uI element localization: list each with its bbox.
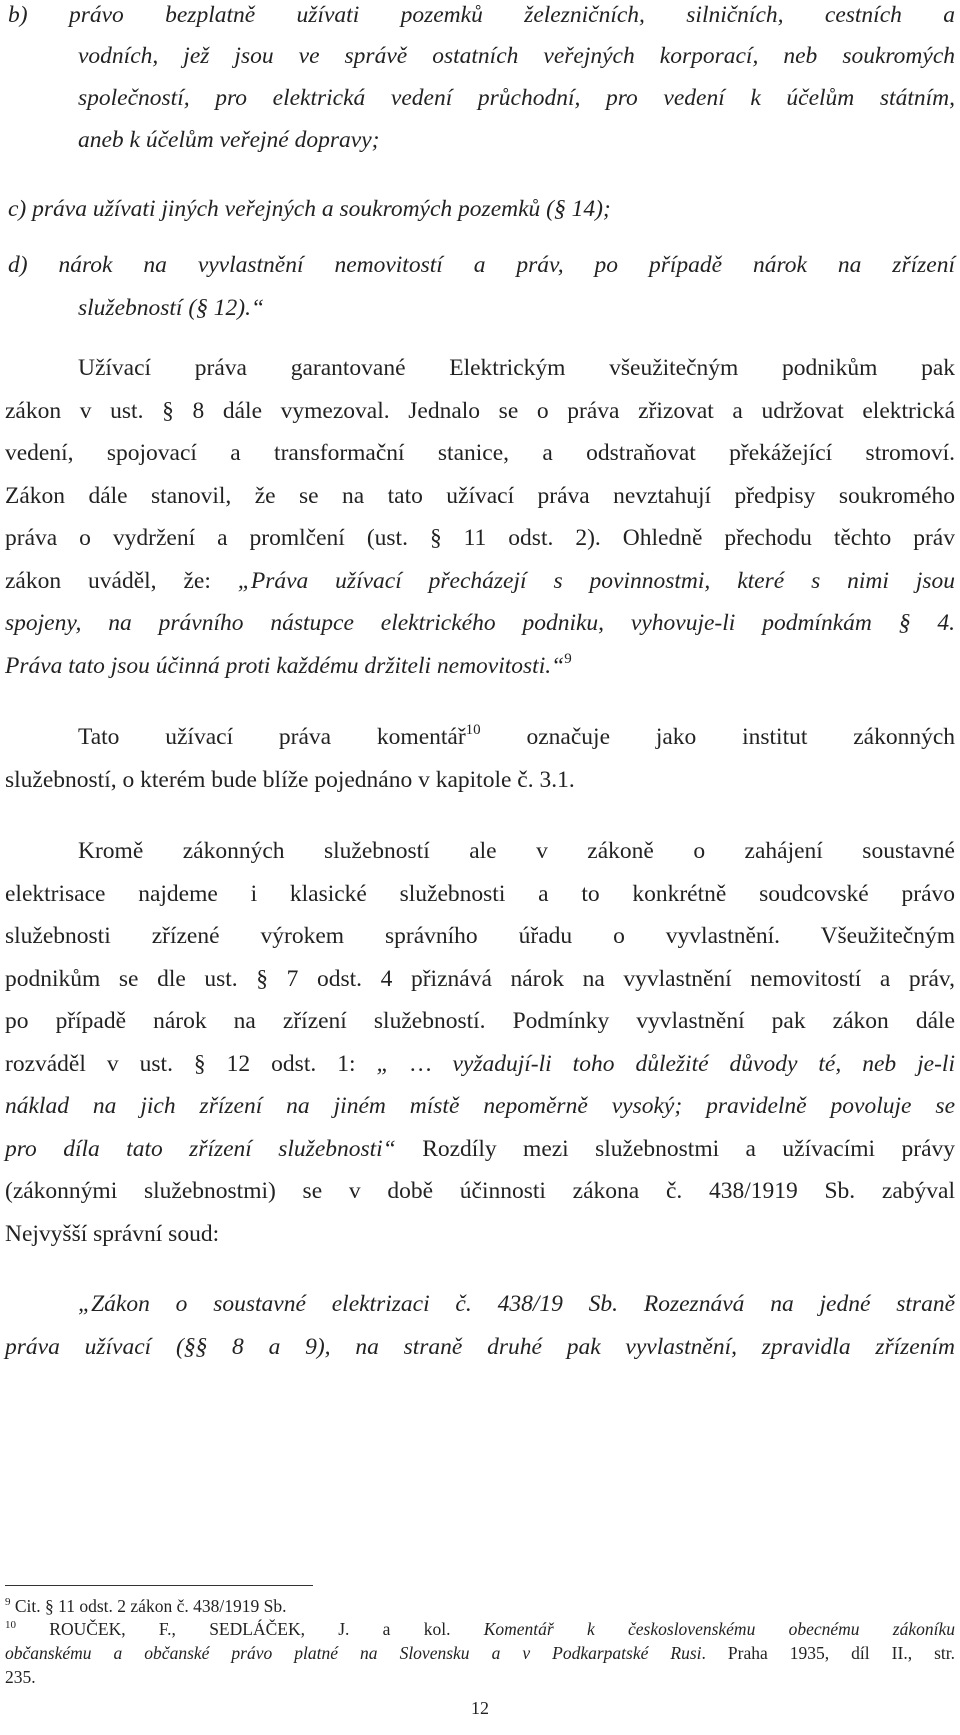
paragraph-1-quote-end: Práva tato jsou účinná proti každému držiteli nemovitosti.“: [5, 653, 565, 679]
paragraph-3-line-5: po případě nárok na zřízení služebností. Podmínky vyvlastnění pak zákon dále: [5, 1008, 955, 1034]
quote-line-2: práva užívací (§§ 8 a 9), na straně druhé pak vyvlastnění, zpravidla zřízením: [5, 1334, 955, 1360]
paragraph-1-line-5: práva o vydržení a promlčení (ust. § 11 odst. 2). Ohledně přechodu těchto práv: [5, 525, 955, 551]
paragraph-1-quote-start: „Práva užívací přecházejí s povinnostmi, které s nimi jsou: [237, 568, 955, 594]
page-number: 12: [471, 1698, 489, 1718]
paragraph-1-line-3: vedení, spojovací a transformační stanice, a odstraňovat překážející stromoví.: [5, 440, 955, 466]
paragraph-3-line-2: elektrisace najdeme i klasické služebnosti a to konkrétně soudcovské právo: [5, 881, 955, 907]
list-item-b-line-2: vodních, jež jsou ve správě ostatních veřejných korporací, neb soukromých: [78, 43, 955, 69]
paragraph-2-text-b: označuje jako institut zákonných: [526, 724, 955, 750]
list-item-b-line-3: společností, pro elektrická vedení průchodní, pro vedení k účelům státním,: [78, 85, 955, 111]
list-item-d-line-2: služebností (§ 12).“: [78, 295, 265, 321]
list-item-d-line-1: d) nárok na vyvlastnění nemovitostí a práv, po případě nárok na zřízení: [8, 252, 955, 278]
paragraph-1-line-6: [5, 566, 955, 596]
paragraph-2-text-a: Tato užívací práva komentář: [78, 724, 466, 750]
footnote-10-author: ROUČEK, F., SEDLÁČEK, J. a kol.: [16, 1619, 484, 1639]
footnote-10-line-3: 235.: [5, 1667, 36, 1687]
paragraph-3-quote-end: pro díla tato zřízení služebnosti“: [5, 1136, 396, 1162]
footnote-10-number: 10: [5, 1619, 16, 1631]
paragraph-3-line-9: (zákonnými služebnostmi) se v době účinnosti zákona č. 438/1919 Sb. zabýval: [5, 1178, 955, 1204]
paragraph-3-quote-start: „ … vyžadují-li toho důležité důvody té, neb je-li: [376, 1051, 955, 1077]
footnote-10-title-a: Komentář k československému obecnému zákoníku: [483, 1619, 955, 1639]
list-item-b-line-1: b) právo bezplatně užívati pozemků železničních, silničních, cestních a: [8, 2, 955, 28]
footnote-9-number: 9: [5, 1596, 11, 1608]
footnote-separator: [5, 1585, 313, 1586]
quote-line-1: „Zákon o soustavné elektrizaci č. 438/19 Sb. Rozeznává na jedné straně: [78, 1291, 955, 1317]
paragraph-1-line-4: Zákon dále stanovil, že se na tato užívací práva nevztahují předpisy soukromého: [5, 483, 955, 509]
paragraph-1-line-2: zákon v ust. § 8 dále vymezoval. Jednalo se o práva zřizovat a udržovat elektrická: [5, 398, 955, 424]
footnote-ref-10: 10: [465, 722, 481, 738]
paragraph-2-line-2: služebností, o kterém bude blíže pojednáno v kapitole č. 3.1.: [5, 767, 575, 793]
paragraph-3-line-3: služebnosti zřízené výrokem správního úřadu o vyvlastnění. Všeužitečným: [5, 923, 955, 949]
list-item-b-line-4: aneb k účelům veřejné dopravy;: [78, 127, 380, 153]
paragraph-3-line-7: náklad na jich zřízení na jiném místě nepoměrně vysoký; pravidelně povoluje se: [5, 1093, 955, 1119]
paragraph-1-line-1: Užívací práva garantované Elektrickým všeužitečným podnikům pak: [78, 355, 955, 381]
footnote-10-line-2: [5, 1641, 955, 1665]
paragraph-3-line-4: podnikům se dle ust. § 7 odst. 4 přiznává nárok na vyvlastnění nemovitostí a práv,: [5, 966, 955, 992]
footnote-ref-9: 9: [564, 651, 572, 667]
paragraph-3-line-6-text: rozváděl v ust. § 12 odst. 1:: [5, 1051, 377, 1077]
paragraph-1-line-7: spojeny, na právního nástupce elektrického podniku, vyhovuje-li podmínkám § 4.: [5, 610, 955, 636]
paragraph-1-line-6-text: zákon uváděl, že:: [5, 568, 238, 594]
list-item-c-line-1: c) práva užívati jiných veřejných a soukromých pozemků (§ 14);: [8, 196, 611, 222]
footnote-9: [5, 1594, 955, 1618]
footnote-9-text: Cit. § 11 odst. 2 zákon č. 438/1919 Sb.: [10, 1596, 287, 1616]
paragraph-3-line-8-text: Rozdíly mezi služebnostmi a užívacími právy: [395, 1136, 955, 1162]
footnote-10-title-b: občanskému a občanské právo platné na Slovensku a v Podkarpatské Rusi: [5, 1643, 702, 1663]
paragraph-2-line-1: [78, 722, 955, 752]
paragraph-1-line-8: [5, 651, 955, 681]
paragraph-3-line-10: Nejvyšší správní soud:: [5, 1221, 220, 1247]
footnote-10-tail: . Praha 1935, díl II., str.: [701, 1643, 955, 1663]
footnote-10-line-1: [5, 1617, 955, 1641]
paragraph-3-line-8: [5, 1134, 955, 1164]
paragraph-3-line-6: [5, 1049, 955, 1079]
paragraph-3-line-1: Kromě zákonných služebností ale v zákoně o zahájení soustavné: [78, 838, 955, 864]
